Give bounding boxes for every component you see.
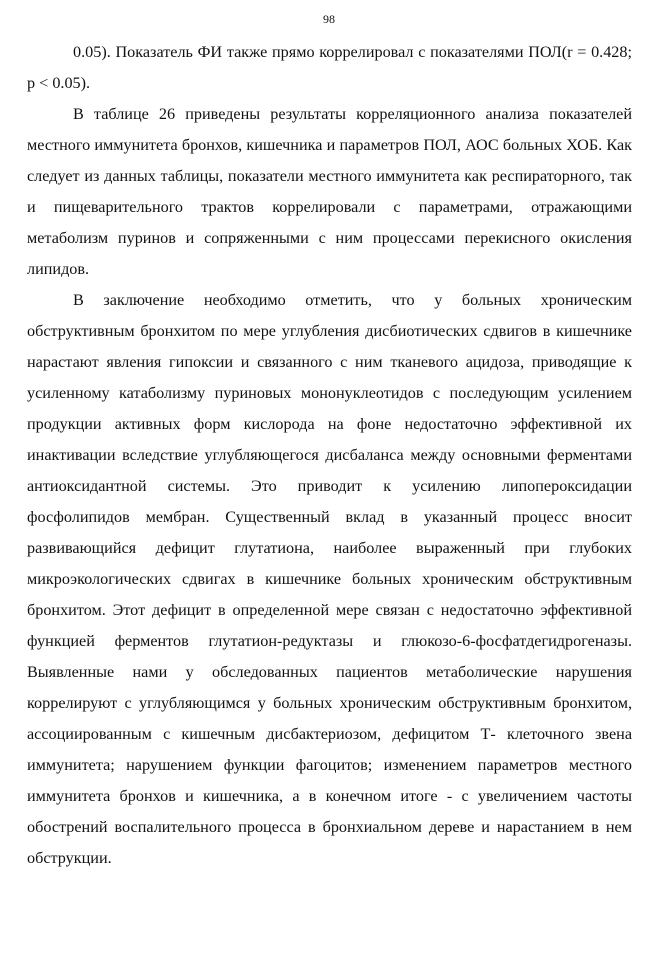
page-number: 98: [323, 12, 335, 26]
paragraph-table-26: В таблице 26 приведены результаты корреляционного анализа показателей местного иммунитета бронхов, кишечника и параметров ПОЛ, АОС больных ХОБ. Как следует из данных таблицы, показатели местного иммунитета как респираторного, так и пищеварительного трактов коррелировали с параметрами, отражающими метаболизм пуринов и сопряженными с ним процессами перекисного окисления липидов.: [27, 105, 632, 278]
paragraph-continuation: 0.05). Показатель ФИ также прямо коррелировал с показателями ПОЛ(r = 0.428; p < 0.05).: [27, 43, 632, 92]
body-text: [27, 37, 632, 874]
paragraph-conclusion: В заключение необходимо отметить, что у больных хроническим обструктивным бронхитом по мере углубления дисбиотических сдвигов в кишечнике нарастают явления гипоксии и связанного с ним тканевого ацидоза, приводящие к усиленному катаболизму пуриновых мононуклеотидов с последующим усилением продукции активных форм кислорода на фоне недостаточно эффективной их инактивации вследствие углубляющегося дисбаланса между основными ферментами антиоксидантной системы. Это приводит к усилению липопероксидации фосфолипидов мембран. Существенный вклад в указанный процесс вносит развивающийся дефицит глутатиона, наиболее выраженный при глубоких микроэкологических сдвигах в кишечнике больных хроническим обструктивным бронхитом. Этот дефицит в определенной мере связан с недостаточно эффективной функцией ферментов глутатион-редуктазы и глюкозо-6-фосфатдегидрогеназы. Выявленные нами у обследованных пациентов метаболические нарушения коррелируют с углубляющимся у больных хроническим обструктивным бронхитом, ассоциированным с кишечным дисбактериозом, дефицитом Т- клеточного звена иммунитета; нарушением функции фагоцитов; изменением параметров местного иммунитета бронхов и кишечника, а в конечном итоге - с увеличением частоты обострений воспалительного процесса в бронхиальном дереве и нарастанием в нем обструкции.: [27, 291, 632, 867]
